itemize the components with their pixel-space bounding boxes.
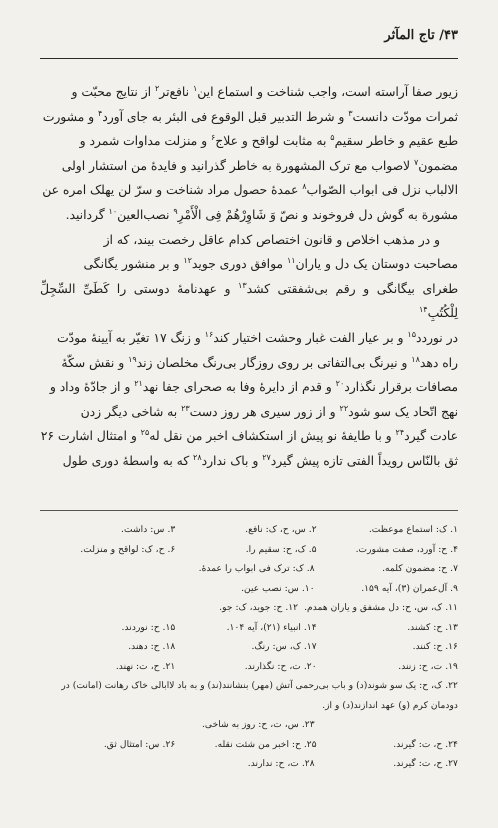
footnote-entry: ۲۸. ت، ح: ندارند. [247, 758, 315, 769]
text-line [40, 228, 458, 253]
text-segment: و بر عیار الفت غبار وحشت اختیار کند [213, 330, 408, 345]
footnote-entry: ۸. ک: ترک فی ابواب را عمدهٔ. [198, 563, 315, 574]
footnote-entry: ۱۷. ک، س: رنگ. [251, 641, 317, 652]
footnote-row [40, 735, 458, 755]
footnote-marker[interactable]: ۱۴ [419, 305, 428, 315]
footnote-marker[interactable]: ۸ [302, 182, 307, 192]
running-head: ۴۳/ تاج المآثر [384, 28, 458, 43]
text-segment: عادت گیرد [404, 429, 458, 444]
text-line [40, 129, 458, 154]
footnote-entry: ۲۲. ک، ح: یک سو شوند(د) و باب بی‌رحمی آتش (مهر) بنشانند(ند) و به باد لاابالی خاک رهانت (امانت) در دودمان کرم (و) عهد اندازند(د) و از. [61, 680, 458, 711]
text-segment: نهج اتّحاد یک سو شود [348, 404, 458, 419]
footnote-marker[interactable]: ۹ [173, 206, 178, 216]
footnote-entry: ۹. آل‌عمران (۳)، آیه ۱۵۹. [361, 582, 458, 594]
footnote-marker[interactable]: ۲۸ [193, 452, 202, 462]
footnote-entry: ۱۰. س: نصب عین. [241, 582, 315, 594]
text-segment: و عهدنامهٔ دوستی را کَطَیِّ السِّجِلِّ لِلْکُتُبِ [40, 281, 458, 321]
footnote-entry: ۱۳. ح: کشند. [407, 621, 458, 633]
header-rule [40, 58, 458, 59]
footnote-entry: ۱۱. ک، س، ح: دل مشفق و یاران همدم. [304, 602, 458, 613]
text-segment: و نیرنگ بی‌التفاتی بر روی روزگار بی‌رنگ مخلصان زند [136, 355, 412, 370]
text-segment: نصب‌العین [117, 207, 174, 222]
footnote-entry: ۱۴. انبیاء (۲۱)، آیه ۱۰۴. [226, 621, 317, 633]
text-segment: نافع‌تر [159, 85, 193, 99]
footnote-entry: ۶. ح، ک: لواقح و منزلت. [80, 543, 176, 555]
footnote-row [40, 637, 458, 657]
text-segment: و در مذهب اخلاص و قانون اختصاص کدام عاقل رخصت بیند، که از [103, 232, 440, 247]
text-segment: و بر منشور یگانگی [83, 257, 184, 272]
footnote-marker[interactable]: ۱۰ [108, 206, 118, 216]
text-line [40, 105, 458, 130]
text-segment: و از زور سیری هر روز دست [189, 404, 340, 419]
footnote-entry: ۴. ح: آورد، صفت مشورت. [355, 543, 458, 555]
footnote-entry [321, 715, 458, 735]
text-segment: گردانید. [65, 207, 109, 222]
text-segment: ثق بالنّاس رویداً الفتی تازه پیش گیرد [270, 453, 458, 468]
text-line [40, 351, 458, 376]
footnote-marker[interactable]: ۲۵ [140, 428, 150, 438]
footnote-marker[interactable]: ۲۳ [181, 403, 190, 413]
footnote-entry: ۲۳. س، ت، ح: روز به شاخی. [201, 719, 315, 730]
text-segment: مصافات برقرار نگذارد [344, 380, 458, 395]
text-line [40, 252, 458, 277]
text-line [40, 203, 458, 228]
text-segment: به شاخی دیگر زدن [80, 404, 182, 419]
footnote-marker[interactable]: ۱۳ [238, 280, 247, 290]
footnote-marker[interactable]: ۲۰ [335, 379, 345, 389]
text-segment: و امتثال اشارت ۲۶ [40, 429, 141, 444]
text-line [40, 424, 458, 449]
text-segment: و مشورت [42, 109, 98, 124]
text-line [40, 80, 458, 105]
text-segment: و باک ندارد [201, 453, 263, 468]
footnote-marker[interactable]: ۱۲ [183, 256, 192, 266]
text-segment: به مثابت لواقح و علاج [215, 134, 331, 149]
footnote-marker[interactable]: ۲۱ [134, 379, 143, 389]
text-segment: لاصواب مع ترک المشهورة به خاطر گذرانید و فایدهٔ من استشار اولی [61, 158, 414, 173]
text-segment: و با طایفهٔ نو پیش از استکشاف اخبر من نقل له [149, 429, 396, 444]
footnote-marker[interactable]: ۶ [211, 133, 216, 143]
footnote-row [40, 715, 458, 735]
footnotes [40, 520, 458, 774]
footnote-entry: ۱۶. ح: کنند. [412, 641, 458, 652]
text-segment: راه دهد [419, 355, 458, 370]
footnote-entry: ۱۵. ح: نوردند. [121, 621, 176, 633]
footnote-row [40, 579, 458, 599]
footnote-entry: ۱۲. ح: جوید، ک: جو. [219, 602, 299, 613]
footnote-entry: ۷. ح: مضمون کلمه. [382, 563, 458, 574]
footnote-row [40, 598, 458, 618]
text-segment: مصاحبت دوستان یک دل و یاران [295, 257, 458, 272]
text-line [40, 277, 458, 326]
text-line [40, 178, 458, 203]
text-segment: و شرط التدبیر قبل الوقوع فی البئر به جای آورد [102, 109, 349, 124]
footnote-entry: ۲۷. ح، ت: گیرند. [393, 758, 458, 769]
footnote-marker[interactable]: ۵ [330, 133, 335, 143]
footnote-entry: ۱. ک: استماع موعظت. [368, 524, 458, 535]
footnote-rule [40, 510, 458, 511]
footnote-entry: ۳. س: داشت. [121, 524, 176, 535]
footnote-entry: ۱۸. ح: دهند. [128, 641, 176, 652]
footnote-row [40, 676, 458, 715]
text-segment: که به واسطهٔ دوری طول [62, 453, 194, 468]
footnote-row [40, 618, 458, 638]
text-segment: و از جادّهٔ وداد و [49, 380, 135, 395]
text-segment: از نتایج محبّت و [71, 85, 155, 99]
text-segment: و منزلت مداوات شمرد و [79, 134, 211, 149]
footnote-row [40, 657, 458, 677]
text-segment: طبع عقیم و خاطر سقیم [334, 134, 458, 149]
text-segment: زیور صفا آراسته است، واجب شناخت و استماع این [197, 85, 458, 99]
footnote-entry: ۲۵. ح: اخبر من شئت نقله. [214, 738, 317, 750]
text-segment: عمدهٔ حصول مراد شناخت و سرّ لن یهلک امره عن [42, 183, 303, 198]
text-segment: و نقش سکّهٔ [61, 355, 129, 370]
footnote-row [40, 559, 458, 579]
text-line [40, 154, 458, 179]
footnote-row [40, 540, 458, 560]
text-segment: ثمرات مودّت دانست [352, 109, 458, 124]
footnote-row [40, 520, 458, 540]
footnote-marker[interactable]: ۱۵ [407, 329, 416, 339]
text-segment: در نوردد [416, 330, 458, 345]
footnote-marker[interactable]: ۳ [348, 108, 353, 118]
text-segment: الالباب نزل فی ابواب الصّواب [306, 183, 458, 198]
text-segment: و قدم از دایرهٔ وفا به صحرای جفا نهد [142, 380, 336, 395]
text-segment: طغرای بیگانگی و رقم بی‌شفقتی کشد [246, 281, 458, 296]
text-segment: مشورة به گوش دل فروخوند و نصّ وَ شَاوِرْهُمْ فِی الْأَمْرِ [177, 207, 458, 222]
footnote-marker[interactable]: ۴ [97, 108, 103, 118]
footnote-marker[interactable]: ۷ [413, 157, 419, 167]
footnote-row [40, 754, 458, 774]
footnote-marker[interactable]: ۱۶ [204, 329, 214, 339]
footnote-entry: ۲. س، ح، ک: نافع. [245, 524, 317, 535]
footnote-entry: ۵. ک، ح: سقیم را. [245, 543, 317, 555]
footnote-entry: ۲۱. ح، ت: نهند. [115, 660, 176, 672]
footnote-entry: ۲۶. س: امتثال ثق. [103, 738, 176, 750]
text-line [40, 326, 458, 351]
text-line [40, 449, 458, 474]
footnote-marker[interactable]: ۱۸ [411, 354, 420, 364]
footnote-marker[interactable]: ۲۴ [395, 428, 405, 438]
text-line [40, 400, 458, 425]
text-segment: و زنگ ۱۷ تغیّر به آیینهٔ مودّت [57, 330, 205, 345]
footnote-entry: ۲۰. ت، ح: نگذارند. [244, 660, 317, 672]
footnote-marker[interactable]: ۲۲ [339, 403, 349, 413]
footnote-marker[interactable]: ۱۹ [128, 354, 137, 364]
main-text [40, 80, 458, 474]
footnote-marker[interactable]: ۱ [193, 83, 198, 93]
footnote-entry: ۲۴. ح، ت: گیرند. [393, 738, 458, 750]
footnote-marker[interactable]: ۲۷ [262, 452, 271, 462]
text-segment: مضمون [418, 158, 458, 173]
text-segment: موافق دوری جوید [191, 257, 287, 272]
text-line [40, 375, 458, 400]
footnote-entry: ۱۹. ت، ح: زنند. [398, 660, 458, 672]
footnote-marker[interactable]: ۲ [154, 83, 160, 93]
footnote-marker[interactable]: ۱۱ [286, 256, 296, 266]
